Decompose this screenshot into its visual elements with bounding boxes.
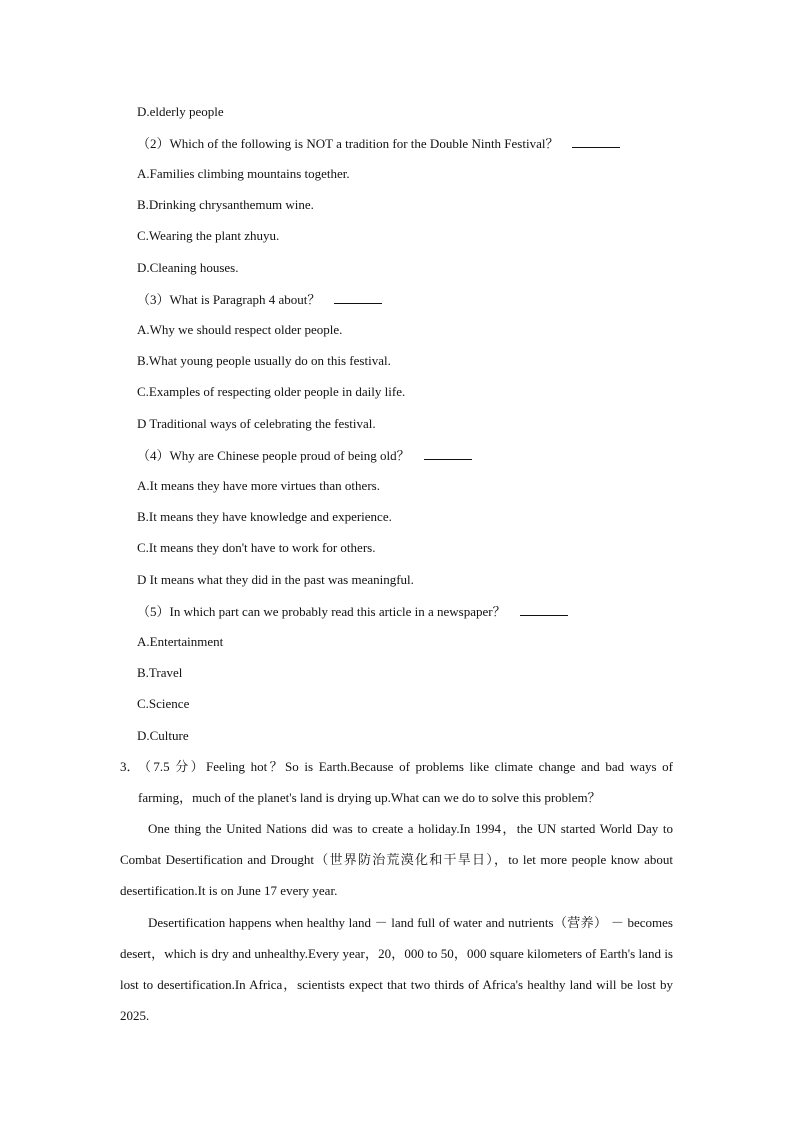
q3-option-c: C.Examples of respecting older people in daily life.: [137, 384, 406, 399]
q5-stem-text: （5）In which part can we probably read this article in a newspaper？: [137, 604, 506, 619]
q4-option-c: C.It means they don't have to work for others.: [137, 540, 376, 555]
q5-option-b: B.Travel: [137, 665, 183, 680]
q2-option-b: B.Drinking chrysanthemum wine.: [137, 197, 314, 212]
passage3-intro: [120, 751, 673, 813]
q1-option-d: D.elderly people: [137, 104, 224, 119]
q3-option-d: D Traditional ways of celebrating the festival.: [137, 416, 376, 431]
q4-stem-text: （4）Why are Chinese people proud of being old？: [137, 448, 410, 463]
q2-stem-text: （2）Which of the following is NOT a tradition for the Double Ninth Festival？: [137, 136, 559, 151]
q5-option-c: C.Science: [137, 696, 190, 711]
q3-stem-text: （3）What is Paragraph 4 about？: [137, 292, 321, 307]
q2-stem: [137, 135, 620, 152]
q2-answer-blank[interactable]: [572, 135, 620, 148]
q2-option-a: A.Families climbing mountains together.: [137, 166, 350, 181]
q4-option-d: D It means what they did in the past was meaningful.: [137, 572, 414, 587]
q4-option-b: B.It means they have knowledge and experience.: [137, 509, 392, 524]
passage3-paragraph-2: Desertification happens when healthy land － land full of water and nutrients（营养） － becomes desert，which is dry and unhealthy.Every year，20，000 to 50，000 square kilometers of Earth's land is lost to desertification.In Africa，scientists expect that two thirds of Africa's healthy land will be lost by 2025.: [120, 915, 673, 1023]
q5-stem: [137, 603, 568, 620]
q2-option-d: D.Cleaning houses.: [137, 260, 239, 275]
passage3-paragraph-1: One thing the United Nations did was to create a holiday.In 1994，the UN started World Day to Combat Desertification and Drought（世界防治荒漠化和干旱日），to let more people know about desertification.It is on June 17 every year.: [120, 821, 673, 898]
q5-answer-blank[interactable]: [520, 603, 568, 616]
q5-option-a: A.Entertainment: [137, 634, 224, 649]
q3-option-b: B.What young people usually do on this festival.: [137, 353, 391, 368]
q4-answer-blank[interactable]: [424, 447, 472, 460]
q5-option-d: D.Culture: [137, 728, 189, 743]
q2-option-c: C.Wearing the plant zhuyu.: [137, 228, 280, 243]
q3-option-a: A.Why we should respect older people.: [137, 322, 343, 337]
q3-stem: [137, 291, 382, 308]
q4-stem: [137, 447, 472, 464]
q4-option-a: A.It means they have more virtues than others.: [137, 478, 380, 493]
passage3-intro-text: （7.5 分）Feeling hot？So is Earth.Because of problems like climate change and bad ways of farming，much of the planet's land is drying up.What can we do to solve this problem？: [138, 759, 673, 805]
q3-answer-blank[interactable]: [334, 291, 382, 304]
question-number: 3．: [120, 759, 140, 774]
